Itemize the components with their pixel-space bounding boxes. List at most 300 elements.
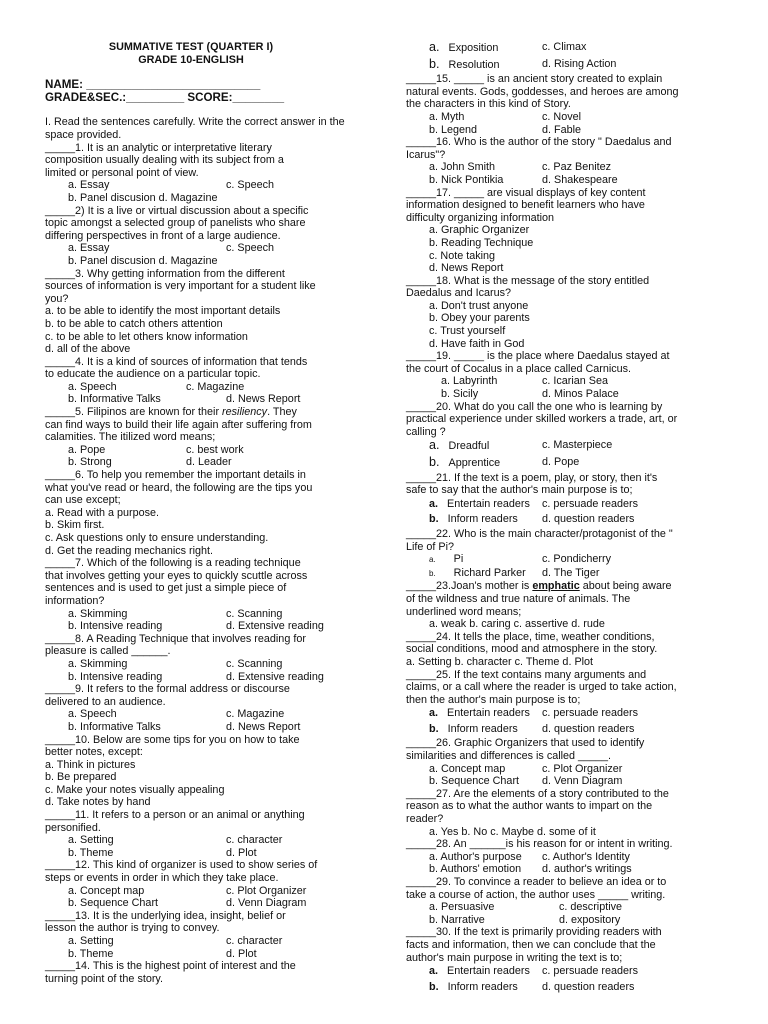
option-row [45,897,367,910]
option-row [45,620,367,633]
option-text: Richard Parker [453,566,526,579]
option-row [406,775,726,788]
option-b: b. Theme [68,846,114,859]
option-d: d. expository [559,913,621,926]
question-15 [406,73,726,136]
option-row [406,224,726,237]
question-text: _____1. It is an analytic or interpretative literary [45,141,272,154]
option-letter: a. [429,555,436,565]
question-25 [406,669,726,738]
question-text: composition usually dealing with its subject from a [45,154,284,167]
question-text: take a course of action, the author uses _____ writing. [406,888,666,901]
question-10 [45,734,367,810]
option-c: c. Speech [226,179,275,192]
option-text: Dreadful [448,440,490,453]
option-c: c. Trust yourself [429,325,506,338]
test-subtitle: GRADE 10-ENGLISH [138,53,244,66]
option-row [406,567,726,581]
option-b: b. Sequence Chart [68,897,159,910]
option-a: a. Read with a purpose. [45,506,160,519]
option-letter: b. [429,56,440,71]
option-row [45,444,367,457]
question-2 [45,205,367,268]
option-d: d. Leader [186,456,232,469]
option-d: d. News Report [429,262,504,275]
option-row [406,763,726,776]
option-b: b. Reading Technique [429,236,534,249]
question-text: _____28. An ______is his reason for or intent in writing. [406,838,673,851]
question-17 [406,187,726,275]
option-row [406,455,726,472]
question-text: delivered to an audience. [45,695,166,708]
option-row [406,722,726,738]
option-d: d. question readers [542,980,635,993]
instructions: I. Read the sentences carefully. Write the correct answer in the space provided. [45,116,345,141]
italicized-word: resiliency [222,406,268,419]
question-text: then the author's main purpose is to; [406,693,581,706]
option-text: Entertain readers [447,497,530,510]
option-a: a. Author's purpose [429,850,522,863]
option-a: a. Setting [68,834,114,847]
question-text: _____15. _____ is an ancient story created to explain [406,73,663,86]
question-7 [45,557,367,633]
option-row [406,312,726,325]
question-text: topic amongst a selected group of panelists who share [45,217,306,230]
option-text: Entertain readers [447,707,530,720]
option-row [406,375,726,388]
question-text: _____3. Why getting information from the different [45,267,285,280]
option-row [45,393,367,406]
option-row [406,914,726,927]
question-text: _____7. Which of the following is a reading technique [45,557,301,570]
option-b: b. Sequence Chart [429,775,520,788]
option-d: d. Venn Diagram [226,897,307,910]
option-a: a. Speech [68,708,117,721]
option-b: b. Intensive reading [68,620,163,633]
option-text: b. Sicily [441,388,479,401]
option-b: b. Strong [68,456,112,469]
question-text: Daedalus and Icarus? [406,287,512,300]
option-row [45,255,367,268]
option-d: d. Rising Action [542,57,617,70]
option-c: c. Speech [226,242,275,255]
option-d: d. Plot [226,846,257,859]
option-letter: b. [429,513,439,526]
option-a [429,375,542,388]
option-a: a. Concept map [68,884,145,897]
option-c: c. best work [186,443,244,456]
question-text: reader? [406,813,444,826]
question-text: _____18. What is the message of the story entitled [406,274,650,287]
question-14 [45,960,367,985]
option-b [429,722,542,738]
question-text: natural events. Gods, goddesses, and heroes are among [406,85,679,98]
option-d: d. The Tiger [542,566,600,579]
option-text: Inform readers [447,980,518,993]
question-text: differing perspectives in front of a large audience. [45,229,281,242]
question-12 [45,859,367,909]
question-24 [406,631,726,669]
question-text: Life of Pi? [406,540,455,553]
question-text: _____19. _____ is the place where Daedalus stayed at [406,350,670,363]
question-text: _____29. To convince a reader to believe an idea or to [406,876,667,888]
question-text: _____27. Are the elements of a story contributed to the [406,787,669,800]
question-text: _____24. It tells the place, time, weather conditions, [406,630,655,643]
question-text: calamities. The itilized word means; [45,431,216,444]
option-c: c. persuade readers [542,965,639,978]
question-text: _____4. It is a kind of sources of information that tends [45,355,308,368]
option-letter: a. [429,497,439,510]
option-c: c. Scanning [226,607,283,620]
option-c: c. Paz Benitez [542,161,612,174]
option-c: c. character [226,834,283,847]
option-b [429,57,542,74]
right-column [406,0,726,995]
option-b: b. Authors' emotion [429,863,522,876]
option-a [429,553,542,567]
option-row [406,250,726,263]
option-c: c. Plot Organizer [542,762,623,775]
question-text: _____9. It refers to the formal address or discourse [45,683,290,696]
question-text: can find ways to build their life again after suffering from [45,418,312,431]
option-a: a. Persuasive [429,901,495,914]
option-letter: b. [429,722,439,735]
question-27 [406,788,726,838]
option-c: c. Pondicherry [542,553,612,566]
question-text: information? [45,594,105,607]
option-row [406,124,726,137]
question-text: pleasure is called ______. [45,645,171,658]
question-6 [45,469,367,557]
option-c: c. Plot Organizer [226,884,307,897]
option-c: c. Masterpiece [542,439,613,452]
option-row [45,847,367,860]
question-text: the court of Cocalus in a place called Carnicus. [406,362,632,375]
option-a [429,40,542,57]
option-row [45,948,367,961]
option-text: Inform readers [447,513,518,526]
option-b [429,455,542,472]
grade-score-line[interactable]: GRADE&SEC.:_________ SCORE:________ [45,90,285,104]
question-20 [406,401,726,472]
option-row [45,381,367,394]
question-text: _____2) It is a live or virtual discussion about a specific [45,204,309,217]
option-row [406,161,726,174]
option-b [429,567,542,581]
question-text: _____17. _____ are visual displays of key content [406,186,646,199]
option-row [406,553,726,567]
question-text: underlined word means; [406,605,522,618]
question-text: safe to say that the author's main purpose is to; [406,484,633,497]
question-30 [406,926,726,995]
option-row [406,237,726,250]
option-b [429,980,542,996]
option-b: b. Informative Talks [68,720,161,733]
question-text [406,580,726,593]
option-row [45,242,367,255]
option-c: c. Magazine [226,708,285,721]
question-text: of the wildness and true nature of animals. The [406,592,631,605]
question-text: author's main purpose in writing the text is to; [406,951,623,964]
options-inline: a. weak b. caring c. assertive d. rude [429,618,605,631]
question-text: reason as to what the author wants to impart on the [406,800,653,813]
option-a: a. Myth [429,110,465,123]
option-d: d. Extensive reading [226,620,324,633]
option-b: b. Intensive reading [68,670,163,683]
option-row [406,497,726,513]
question-8 [45,633,367,683]
question-text: _____11. It refers to a person or an animal or anything [45,809,305,822]
options-inline: a. Yes b. No c. Maybe d. some of it [429,825,596,838]
question-text: better notes, except: [45,746,143,759]
question-text: information designed to benefit learners who have [406,199,645,212]
question-5 [45,406,367,469]
option-a: a. Essay [68,242,110,255]
option-a: a. Pope [68,443,106,456]
option-row [45,456,367,469]
option-c: c. Climax [542,41,587,53]
option-row [406,706,726,722]
question-23 [406,580,726,630]
underlined-word: emphatic [532,580,580,593]
question-text: limited or personal point of view. [45,166,199,179]
option-letter: a. [429,40,440,54]
question-text: _____14. This is the highest point of interest and the [45,960,296,973]
option-c: c. persuade readers [542,707,639,720]
question-19 [406,350,726,400]
option-row [406,901,726,914]
option-c: c. descriptive [559,901,623,914]
option-row [406,40,726,57]
test-title: SUMMATIVE TEST (QUARTER I) [108,41,274,53]
question-text: lesson the author is trying to convey. [45,922,220,935]
option-d: d. Get the reading mechanics right. [45,544,214,557]
option-b: b. to be able to catch others attention [45,317,223,330]
option-a: a. Concept map [429,762,506,775]
question-14-options [406,40,726,73]
option-d: d. all of the above [45,343,131,356]
option-d: d. Plot [226,947,257,960]
option-c: c. Ask questions only to ensure understanding. [45,532,269,544]
question-text: similarities and differences is called _____. [406,750,612,763]
option-d: d. Extensive reading [226,670,324,683]
option-letter: b. [429,455,440,469]
option-row [45,834,367,847]
option-b: b. Informative Talks [68,393,161,406]
question-22 [406,528,726,580]
option-d: d. Venn Diagram [542,775,623,788]
question-text: what you've read or heard, the following are the tips you [45,481,313,494]
option-b: b. Narrative [429,913,485,926]
option-row [45,671,367,684]
option-c: c. character [226,935,283,947]
option-b: b. Theme [68,947,114,960]
option-d: d. author's writings [542,863,632,876]
option-b [429,512,542,528]
option-a: a. Speech [68,380,117,393]
option-c: c. Icarian Sea [542,375,609,388]
option-row [406,300,726,313]
option-b: b. Legend [429,123,478,136]
option-a [429,706,542,722]
option-row [45,658,367,671]
option-a: a. Essay [68,179,110,192]
option-text: Inform readers [447,722,518,735]
option-letter: b. [429,568,436,578]
option-d: d. Shakespeare [542,173,618,186]
option-row [45,179,367,192]
option-row [45,885,367,898]
option-row [45,721,367,734]
option-a: a. Think in pictures [45,758,136,771]
options-inline: a. Setting b. character c. Theme d. Plot [406,655,594,668]
option-letter: a. [429,438,440,453]
option-a [429,497,542,513]
question-28 [406,838,726,876]
option-row [406,111,726,124]
question-text: _____13. It is the underlying idea, insight, belief or [45,909,286,922]
option-d: d. News Report [226,720,301,733]
option-a: a. to be able to identify the most important details [45,305,281,318]
option-b-d: b. Panel discusion d. Magazine [68,254,218,267]
option-row [406,262,726,275]
question-text: _____8. A Reading Technique that involves reading for [45,632,306,645]
option-d: d. Pope [542,456,580,468]
question-text: can use except; [45,494,121,507]
option-text: Resolution [448,58,500,71]
question-text: calling ? [406,425,446,438]
question-text: _____6. To help you remember the important details in [45,469,306,482]
option-letter: a. [429,965,439,978]
question-text: _____10. Below are some tips for you on how to take [45,733,300,746]
option-text: a. Labyrinth [441,375,498,388]
option-c: c. persuade readers [542,497,639,510]
option-c: c. Make your notes visually appealing [45,783,225,796]
question-text-pre: _____5. Filipinos are known for their [45,406,223,419]
question-4 [45,356,367,406]
option-c: c. to be able to let others know information [45,330,248,343]
option-c: c. Scanning [226,657,283,670]
question-text: turning point of the story. [45,972,164,985]
option-b: b. Obey your parents [429,312,530,325]
question-text: _____20. What do you call the one who is learning by [406,400,663,413]
option-d: d. Minos Palace [542,388,619,401]
question-text: the characters in this kind of Story. [406,98,571,111]
option-a [429,438,542,455]
option-row [406,980,726,996]
question-26 [406,737,726,787]
question-9 [45,683,367,733]
question-18 [406,275,726,351]
option-a: a. Setting [68,935,114,947]
option-row [45,708,367,721]
option-d: d. question readers [542,513,635,526]
question-text: _____16. Who is the author of the story " Daedalus and [406,136,672,149]
question-text: social conditions, mood and atmosphere in the story. [406,643,658,656]
question-text: _____21. If the text is a poem, play, or story, then it's [406,471,658,484]
option-row [406,964,726,980]
option-b: b. Be prepared [45,771,117,784]
question-text: _____30. If the text is primarily providing readers with [406,926,662,939]
question-29 [406,876,726,926]
option-row [45,192,367,205]
option-row [406,863,726,876]
question-text: sentences and is used to get just a simple piece of [45,582,287,595]
question-text: Icarus"? [406,148,446,161]
option-row [406,512,726,528]
option-text: Apprentice [448,457,501,469]
option-row [45,935,367,948]
question-text-pre: _____23.Joan's mother is [406,580,533,593]
option-c: c. Novel [542,110,582,123]
question-text: _____12. This kind of organizer is used to show series of [45,859,318,872]
option-letter: a. [429,707,439,720]
question-text: difficulty organizing information [406,211,555,224]
option-a: a. Don't trust anyone [429,299,529,312]
option-a: a. Skimming [68,657,128,670]
question-1 [45,142,367,205]
left-column [45,0,367,985]
option-c: c. Author's Identity [542,850,630,863]
option-b-d: b. Panel discusion d. Magazine [68,191,218,204]
option-c: c. Magazine [186,380,245,393]
question-text: you? [45,292,69,305]
option-row [406,826,726,839]
option-text: Exposition [448,42,499,54]
question-3 [45,268,367,356]
option-text: Pi [453,553,464,566]
option-b [429,388,542,401]
option-d: d. question readers [542,722,635,735]
question-text: _____26. Graphic Organizers that used to identify [406,737,645,750]
option-row [406,174,726,187]
question-text: to educate the audience on a particular topic. [45,368,261,381]
option-a: a. Graphic Organizer [429,224,530,237]
option-row [45,608,367,621]
question-text: sources of information is very important for a student like [45,280,316,293]
option-row [406,57,726,74]
question-text-post: about being aware [579,580,672,593]
name-line[interactable]: NAME: ___________________________ [45,78,261,91]
option-row [406,851,726,864]
option-row [406,388,726,401]
question-text: _____22. Who is the main character/protagonist of the " [406,527,673,540]
question-13 [45,910,367,960]
question-text [45,406,367,419]
question-text: claims, or a call where the reader is urged to take action, [406,681,677,694]
option-row [406,325,726,338]
question-text: steps or events in order in which they take place. [45,872,279,885]
question-text-post: . They [267,406,297,419]
option-d: d. News Report [226,393,301,406]
question-text: personified. [45,821,101,834]
option-d: d. Have faith in God [429,337,525,350]
option-a: a. Skimming [68,607,128,620]
question-text: _____25. If the text contains many arguments and [406,668,647,681]
question-16 [406,136,726,186]
option-d: d. Take notes by hand [45,796,151,809]
question-21 [406,472,726,528]
option-letter: b. [429,980,439,993]
option-b: b. Skim first. [45,519,105,532]
option-row [406,338,726,351]
option-row [406,618,726,631]
option-a [429,964,542,980]
question-text: practical experience under skilled workers a trade, art, or [406,413,678,426]
question-11 [45,809,367,859]
option-b: b. Nick Pontikia [429,173,504,186]
option-c: c. Note taking [429,249,496,262]
